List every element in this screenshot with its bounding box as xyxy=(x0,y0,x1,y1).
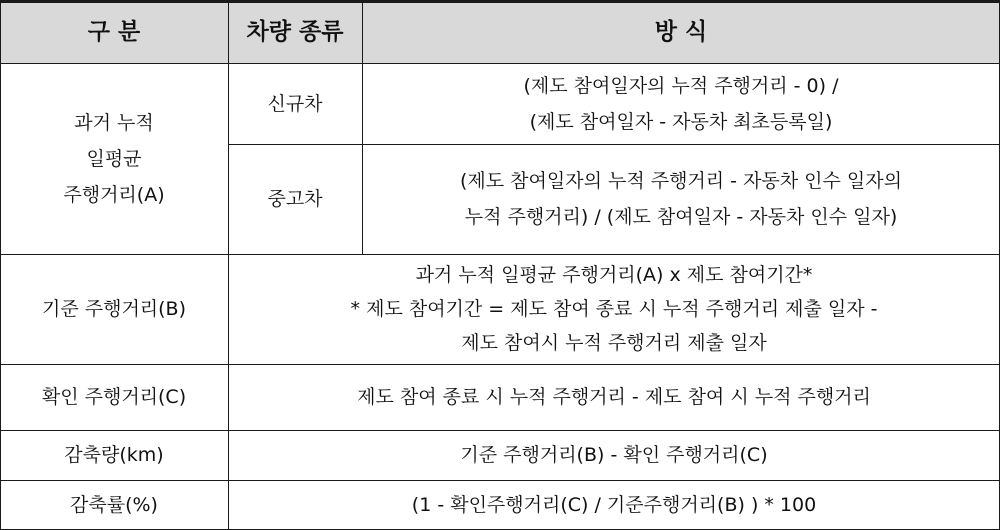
used-car-type xyxy=(228,144,362,254)
method-line: 누적 주행거리) / (제도 참여일자 - 자동차 인수 일자) xyxy=(464,206,898,228)
reduction-rate-label xyxy=(0,480,228,530)
col-divider xyxy=(362,0,363,254)
confirmed-method xyxy=(228,364,1000,430)
past-avg-label-line: 일평균 xyxy=(86,148,142,170)
past-avg-label-line: 주행거리(A) xyxy=(63,184,165,206)
method-line: 과거 누적 일평균 주행거리(A) x 제도 참여기간* xyxy=(415,264,813,286)
reduction-rate-method xyxy=(228,480,1000,530)
method-line: (제도 참여일자의 누적 주행거리 - 0) / xyxy=(523,75,839,97)
row-divider xyxy=(0,254,1000,255)
used-car-type-label: 중고차 xyxy=(267,188,323,210)
used-car-method xyxy=(362,144,1000,254)
row-divider xyxy=(0,480,1000,481)
new-car-method xyxy=(362,64,1000,144)
method-line: 제도 참여 종료 시 누적 주행거리 - 제도 참여 시 누적 주행거리 xyxy=(357,386,871,408)
method-line: 제도 참여시 누적 주행거리 제출 일자 xyxy=(461,332,767,354)
new-car-type-label: 신규차 xyxy=(267,93,323,115)
past-avg-label xyxy=(0,64,228,254)
header-method-label: 방 식 xyxy=(654,19,708,45)
reduction-label xyxy=(0,430,228,480)
row-divider xyxy=(228,144,1000,145)
reduction-rate-label-text: 감축률(%) xyxy=(70,494,158,516)
method-line: * 제도 참여기간 = 제도 참여 종료 시 누적 주행거리 제출 일자 - xyxy=(350,298,878,320)
baseline-label xyxy=(0,254,228,364)
header-divider xyxy=(0,63,1000,64)
confirmed-label-text: 확인 주행거리(C) xyxy=(41,386,187,408)
reduction-method xyxy=(228,430,1000,480)
baseline-label-text: 기준 주행거리(B) xyxy=(41,298,187,320)
table-left-border xyxy=(0,0,1,530)
header-category-label: 구 분 xyxy=(87,19,141,45)
past-avg-label-line: 과거 누적 xyxy=(74,112,154,134)
header-vehicle-type-label: 차량 종류 xyxy=(246,19,344,45)
reduction-label-text: 감축량(km) xyxy=(64,444,164,466)
method-line: (1 - 확인주행거리(C) / 기준주행거리(B) ) * 100 xyxy=(411,494,817,516)
baseline-method xyxy=(228,254,1000,364)
row-divider xyxy=(0,430,1000,431)
method-line: (제도 참여일자 - 자동차 최초등록일) xyxy=(529,111,833,133)
header-method xyxy=(362,0,1000,64)
table-top-border xyxy=(0,0,1000,3)
confirmed-label xyxy=(0,364,228,430)
header-category xyxy=(0,0,228,64)
col-divider xyxy=(228,0,229,530)
method-line: 기준 주행거리(B) - 확인 주행거리(C) xyxy=(460,444,768,466)
header-vehicle-type xyxy=(228,0,362,64)
row-divider xyxy=(0,364,1000,365)
new-car-type xyxy=(228,64,362,144)
method-line: (제도 참여일자의 누적 주행거리 - 자동차 인수 일자의 xyxy=(460,170,902,192)
